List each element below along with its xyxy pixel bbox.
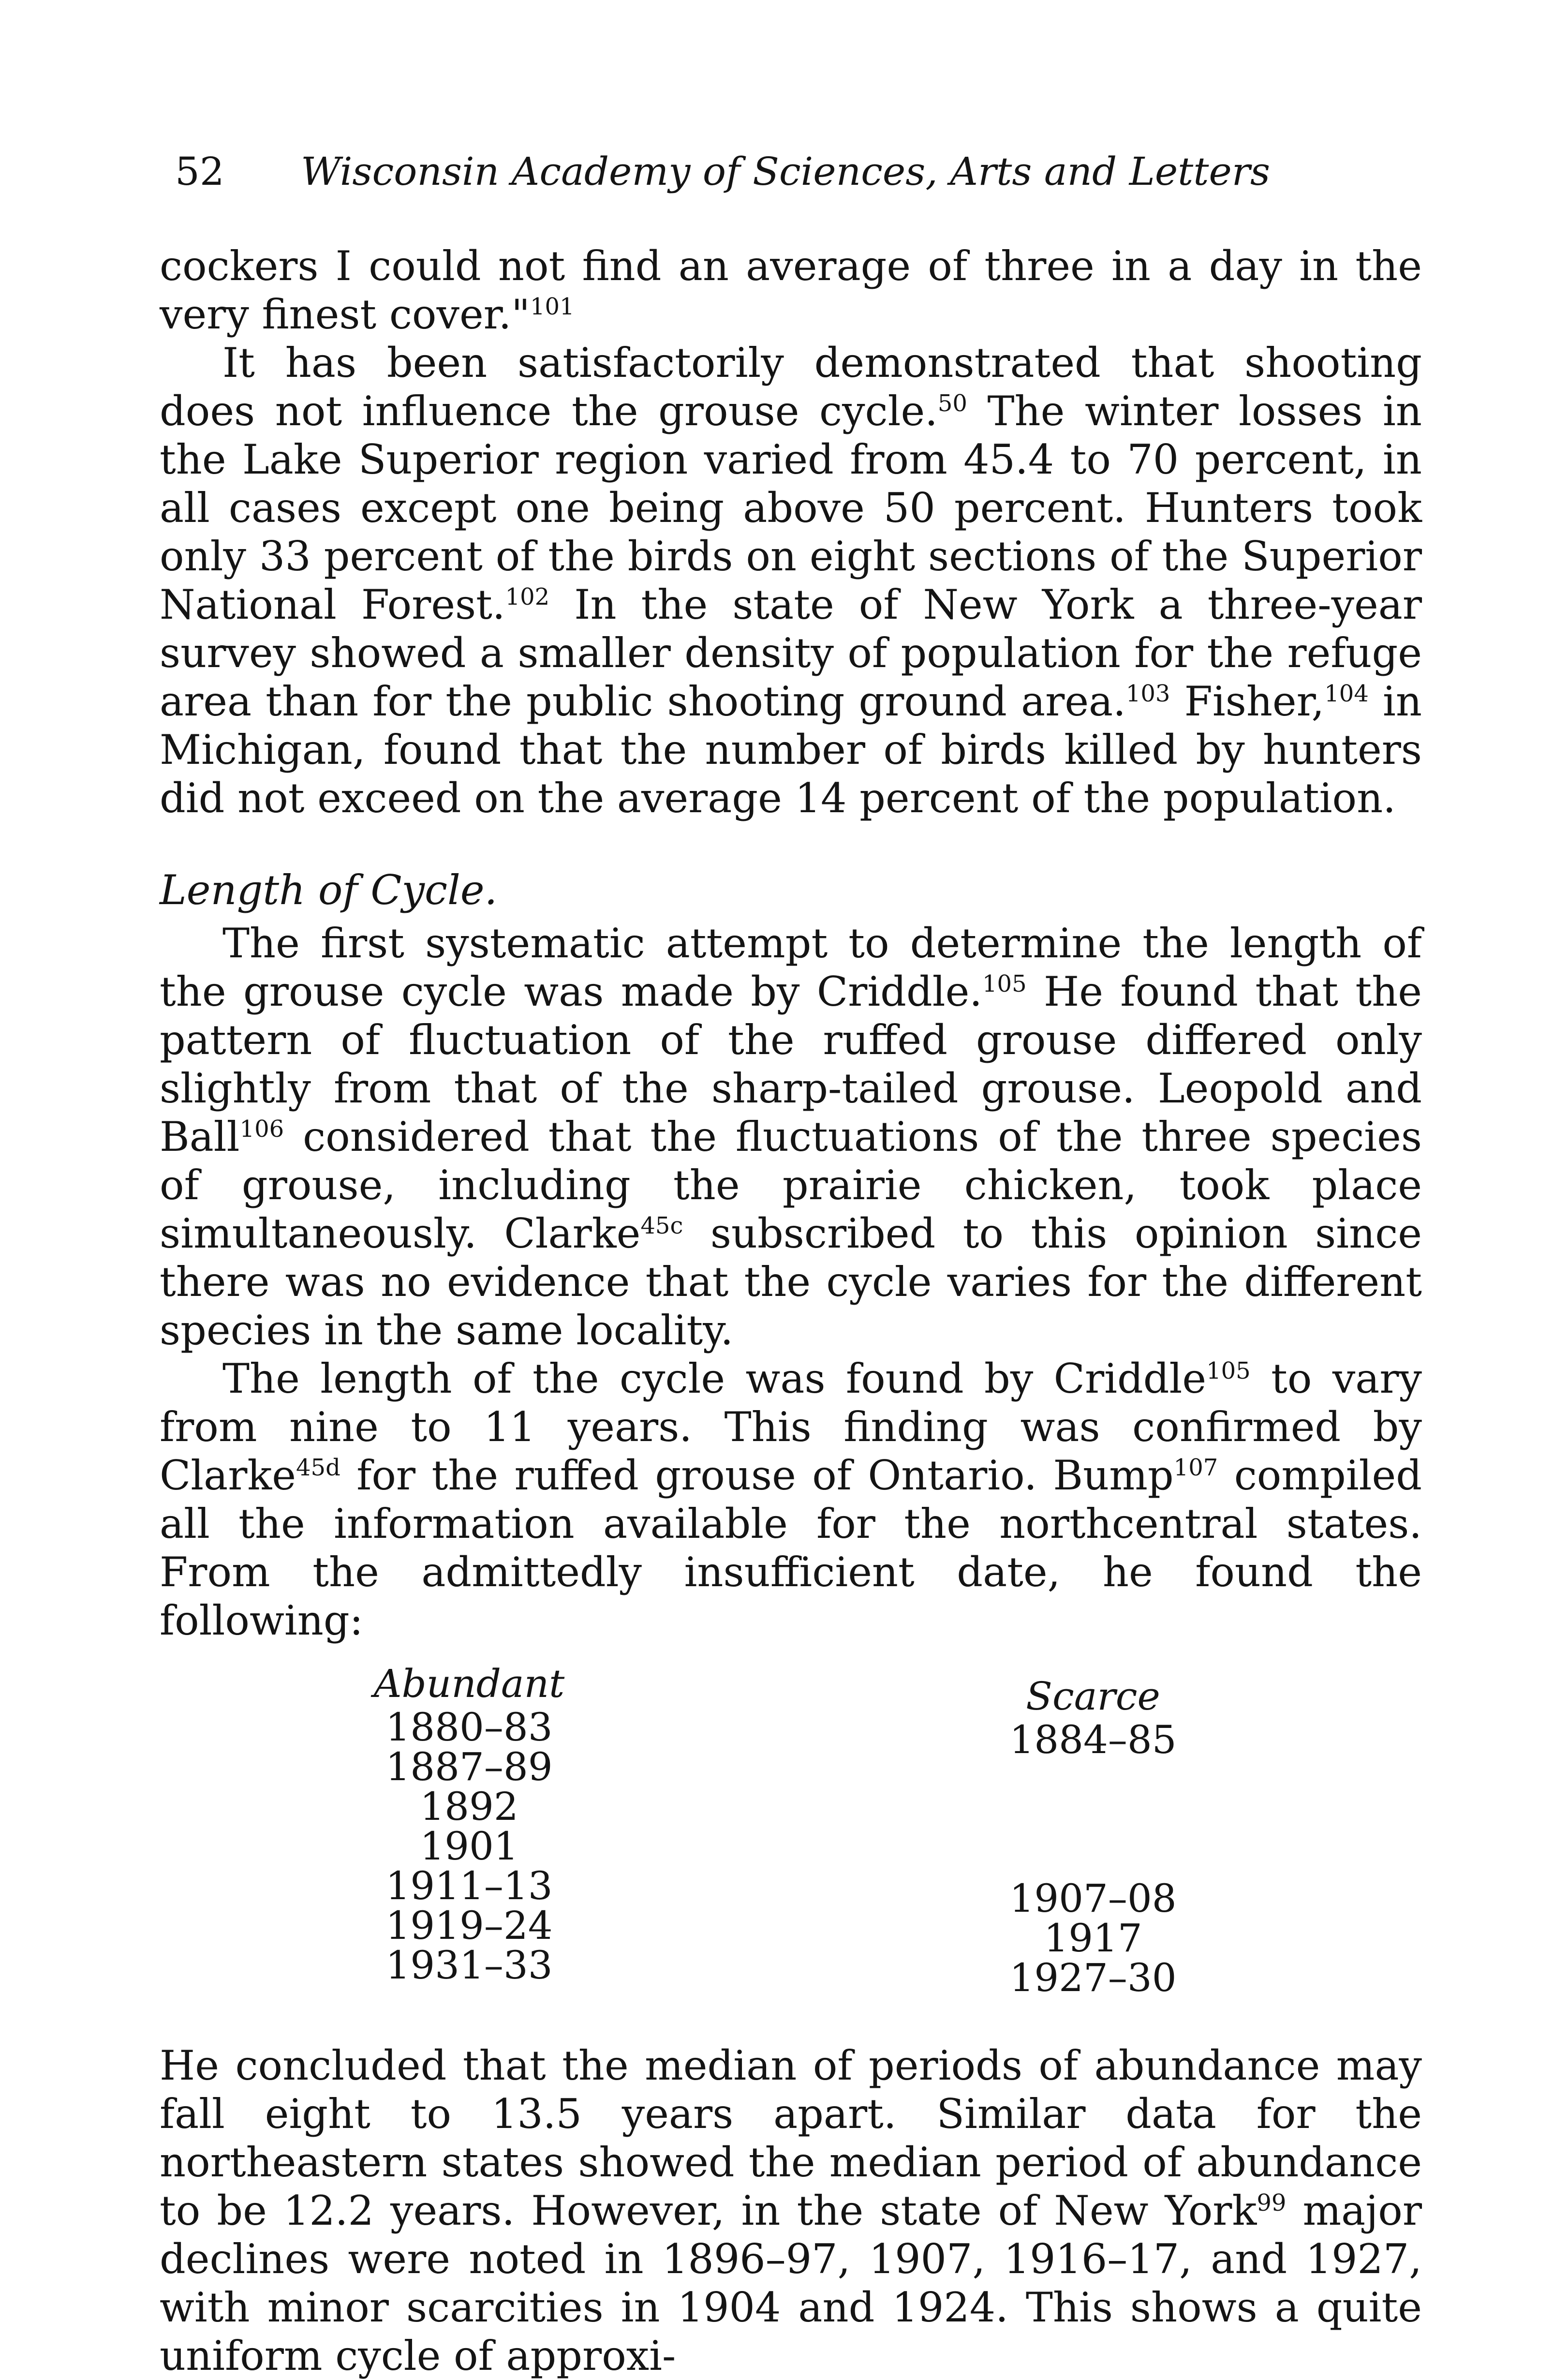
- paragraph: [160, 339, 1422, 822]
- paragraph-continuation: [160, 242, 1422, 339]
- paragraph-text: compiled all the information available for the northcentral states. From the admittedly insufficient date, he found the following:: [160, 1452, 1422, 1644]
- footnote-ref: 45c: [640, 1212, 683, 1239]
- paragraph-text: for the ruffed grouse of Ontario. Bump: [340, 1452, 1174, 1499]
- footnote-ref: 103: [1125, 680, 1170, 707]
- footnote-ref: 105: [1206, 1357, 1251, 1384]
- footnote-ref: 50: [937, 390, 967, 417]
- table-cell: 1884–85: [1009, 1717, 1177, 1762]
- paragraph-text: major declines were noted in 1896–97, 1907, 1916–17, and 1927, with minor scarcities in 1904 and 1924. This shows a quite uniform cycle of approxi-: [160, 2187, 1422, 2380]
- table-cell: 1907–08: [1009, 1876, 1177, 1921]
- scarce-heading: Scarce: [1026, 1674, 1160, 1719]
- table-cell: 1887–89: [385, 1744, 553, 1789]
- footnote-ref: 106: [239, 1116, 284, 1143]
- footnote-ref: 105: [982, 970, 1027, 997]
- paragraph-text: to vary from nine to 11 years. This finding was confirmed by Clarke: [160, 1355, 1422, 1499]
- paragraph-text: He concluded that the median of periods of abundance may fall eight to 13.5 years apart. Similar data for the northeastern states showed the median period of abundance to be 12.2 years. However, in the state of New York: [160, 2042, 1422, 2234]
- paragraph-text: subscribed to this opinion since there was no evidence that the cycle varies for the different species in the same locality.: [160, 1210, 1422, 1354]
- table-cell: 1927–30: [1009, 1955, 1177, 2000]
- table-cell: 1919–24: [385, 1903, 553, 1948]
- footnote-ref: 45d: [296, 1454, 340, 1481]
- paragraph: [160, 2041, 1422, 2380]
- footnote-ref: 102: [505, 583, 550, 610]
- table-cell: 1901: [420, 1824, 518, 1869]
- abundant-column: [358, 1661, 580, 1988]
- table-cell: 1917: [1044, 1916, 1142, 1961]
- table-cell: 1931–33: [385, 1943, 553, 1988]
- page-number: 52: [175, 149, 224, 194]
- running-header: [175, 145, 1423, 198]
- paragraph: [160, 1354, 1422, 1645]
- footnote-ref: 99: [1257, 2189, 1287, 2216]
- paragraph-text: Fisher,: [1170, 678, 1325, 725]
- paragraph-text: The first systematic attempt to determine the length of the grouse cycle was made by Criddle.: [160, 920, 1422, 1015]
- paragraph-text: in Michigan, found that the number of birds killed by hunters did not exceed on the average 14 percent of the population.: [160, 678, 1422, 822]
- journal-title: Wisconsin Academy of Sciences, Arts and Letters: [301, 149, 1271, 194]
- table-cell: [982, 1800, 1204, 1839]
- paragraph-text: The length of the cycle was found by Criddle: [222, 1355, 1207, 1402]
- section-heading: Length of Cycle.: [160, 866, 498, 914]
- abundant-heading: Abundant: [373, 1661, 565, 1706]
- footnote-ref: 104: [1324, 680, 1369, 707]
- table-cell: 1911–13: [385, 1863, 553, 1908]
- paragraph-text: considered that the fluctuations of the three species of grouse, including the prairie chicken, took place simultaneously. Clarke: [160, 1113, 1422, 1257]
- footnote-ref: 107: [1173, 1454, 1218, 1481]
- footnote-ref: 101: [530, 293, 575, 320]
- paragraph-text: The winter losses in the Lake Superior region varied from 45.4 to 70 percent, in all cases except one being above 50 percent. Hunters took only 33 percent of the birds on eight sections of the Superior National Forest.: [160, 387, 1422, 628]
- table-cell: 1880–83: [385, 1705, 553, 1750]
- body-text: [160, 242, 1422, 2380]
- paragraph: [160, 919, 1422, 1354]
- scarce-column: [982, 1674, 1204, 2000]
- paragraph-text: In the state of New York a three-year survey showed a smaller density of population for the refuge area than for the public shooting ground area.: [160, 581, 1422, 725]
- table-cell: [982, 1760, 1204, 1800]
- table-cell: 1892: [420, 1784, 518, 1829]
- paragraph-text: cockers I could not find an average of three in a day in the very finest cover.": [160, 242, 1422, 338]
- table-cell: [982, 1839, 1204, 1879]
- paragraph-text: It has been satisfactorily demonstrated that shooting does not influence the grouse cycle.: [160, 339, 1422, 435]
- abundance-table: [160, 1661, 1422, 2012]
- paragraph-text: He found that the pattern of fluctuation of the ruffed grouse differed only slightly from that of the sharp-tailed grouse. Leopold and Ball: [160, 968, 1422, 1160]
